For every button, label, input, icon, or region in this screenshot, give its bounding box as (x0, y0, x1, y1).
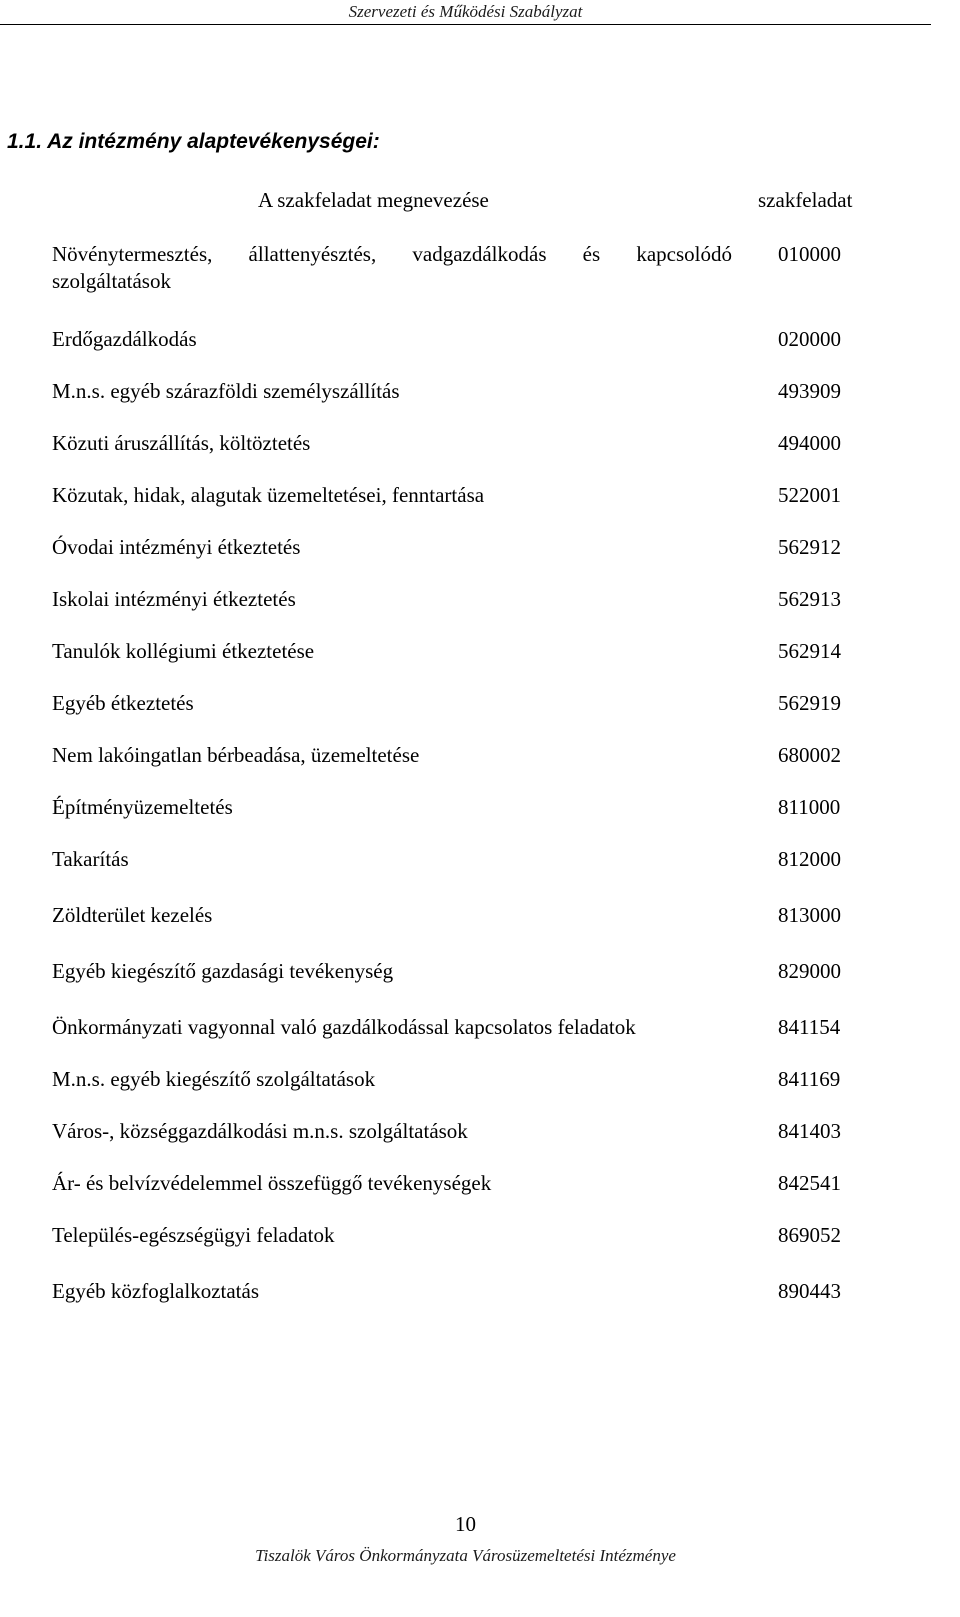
table-row-code: 829000 (778, 959, 841, 983)
table-row-code: 020000 (778, 327, 841, 351)
table-row-name: Város-, községgazdálkodási m.n.s. szolgáltatások (52, 1119, 468, 1143)
table-row-code: 841154 (778, 1015, 841, 1039)
document-title: Szervezeti és Működési Szabályzat (348, 2, 583, 21)
running-footer: Tiszalök Város Önkormányzata Városüzemeltetési Intézménye (255, 1546, 676, 1565)
table-row-code: 812000 (778, 847, 841, 871)
table-row-code: 522001 (778, 483, 841, 507)
table-row-name: Óvodai intézményi étkeztetés (52, 535, 301, 559)
table-row-name: Iskolai intézményi étkeztetés (52, 587, 296, 611)
table-row-code: 562913 (778, 587, 841, 611)
table-row-name: Növénytermesztés, állattenyésztés, vadgazdálkodás és kapcsolódó szolgáltatások (52, 242, 732, 293)
table-row-code: 869052 (778, 1223, 841, 1247)
table-row-name: Közutak, hidak, alagutak üzemeltetései, fenntartása (52, 483, 485, 507)
running-header (0, 0, 931, 25)
table-row-name: Közuti áruszállítás, költöztetés (52, 431, 311, 455)
column-header-name: A szakfeladat megnevezése (258, 188, 489, 212)
table-row-name: Tanulók kollégiumi étkeztetése (52, 639, 315, 663)
section-heading: 1.1. Az intézmény alaptevékenységei: (7, 130, 380, 153)
table-row-name: M.n.s. egyéb kiegészítő szolgáltatások (52, 1067, 376, 1091)
table-row-name: Egyéb étkeztetés (52, 691, 194, 715)
table-row-name: Erdőgazdálkodás (52, 327, 197, 351)
table-row-code: 841403 (778, 1119, 841, 1143)
table-row-name: Ár- és belvízvédelemmel összefüggő tevékenységek (52, 1171, 492, 1195)
table-row-code: 680002 (778, 743, 841, 767)
table-row-name: Önkormányzati vagyonnal való gazdálkodással kapcsolatos feladatok (52, 1015, 636, 1039)
table-row-code: 841169 (778, 1067, 841, 1091)
table-row-code: 811000 (778, 795, 841, 819)
column-header-code: szakfeladat (758, 188, 853, 212)
page-number: 10 (455, 1512, 476, 1536)
table-row-code: 813000 (778, 903, 841, 927)
table-row-name: Zöldterület kezelés (52, 903, 213, 927)
table-row-name: Építményüzemeltetés (52, 795, 233, 819)
table-row-code: 010000 (778, 242, 841, 266)
table-row-code: 842541 (778, 1171, 841, 1195)
table-row-name: Egyéb kiegészítő gazdasági tevékenység (52, 959, 394, 983)
table-row-code: 562912 (778, 535, 841, 559)
table-row-name: Egyéb közfoglalkoztatás (52, 1279, 260, 1303)
table-row-name: Nem lakóingatlan bérbeadása, üzemeltetése (52, 743, 420, 767)
table-row-name: Település-egészségügyi feladatok (52, 1223, 335, 1247)
table-row-code: 494000 (778, 431, 841, 455)
table-row-code: 890443 (778, 1279, 841, 1303)
table-row-code: 562914 (778, 639, 841, 663)
table-row-name: Takarítás (52, 847, 129, 871)
table-row-code: 562919 (778, 691, 841, 715)
table-row-code: 493909 (778, 379, 841, 403)
table-row-name: M.n.s. egyéb szárazföldi személyszállítás (52, 379, 400, 403)
